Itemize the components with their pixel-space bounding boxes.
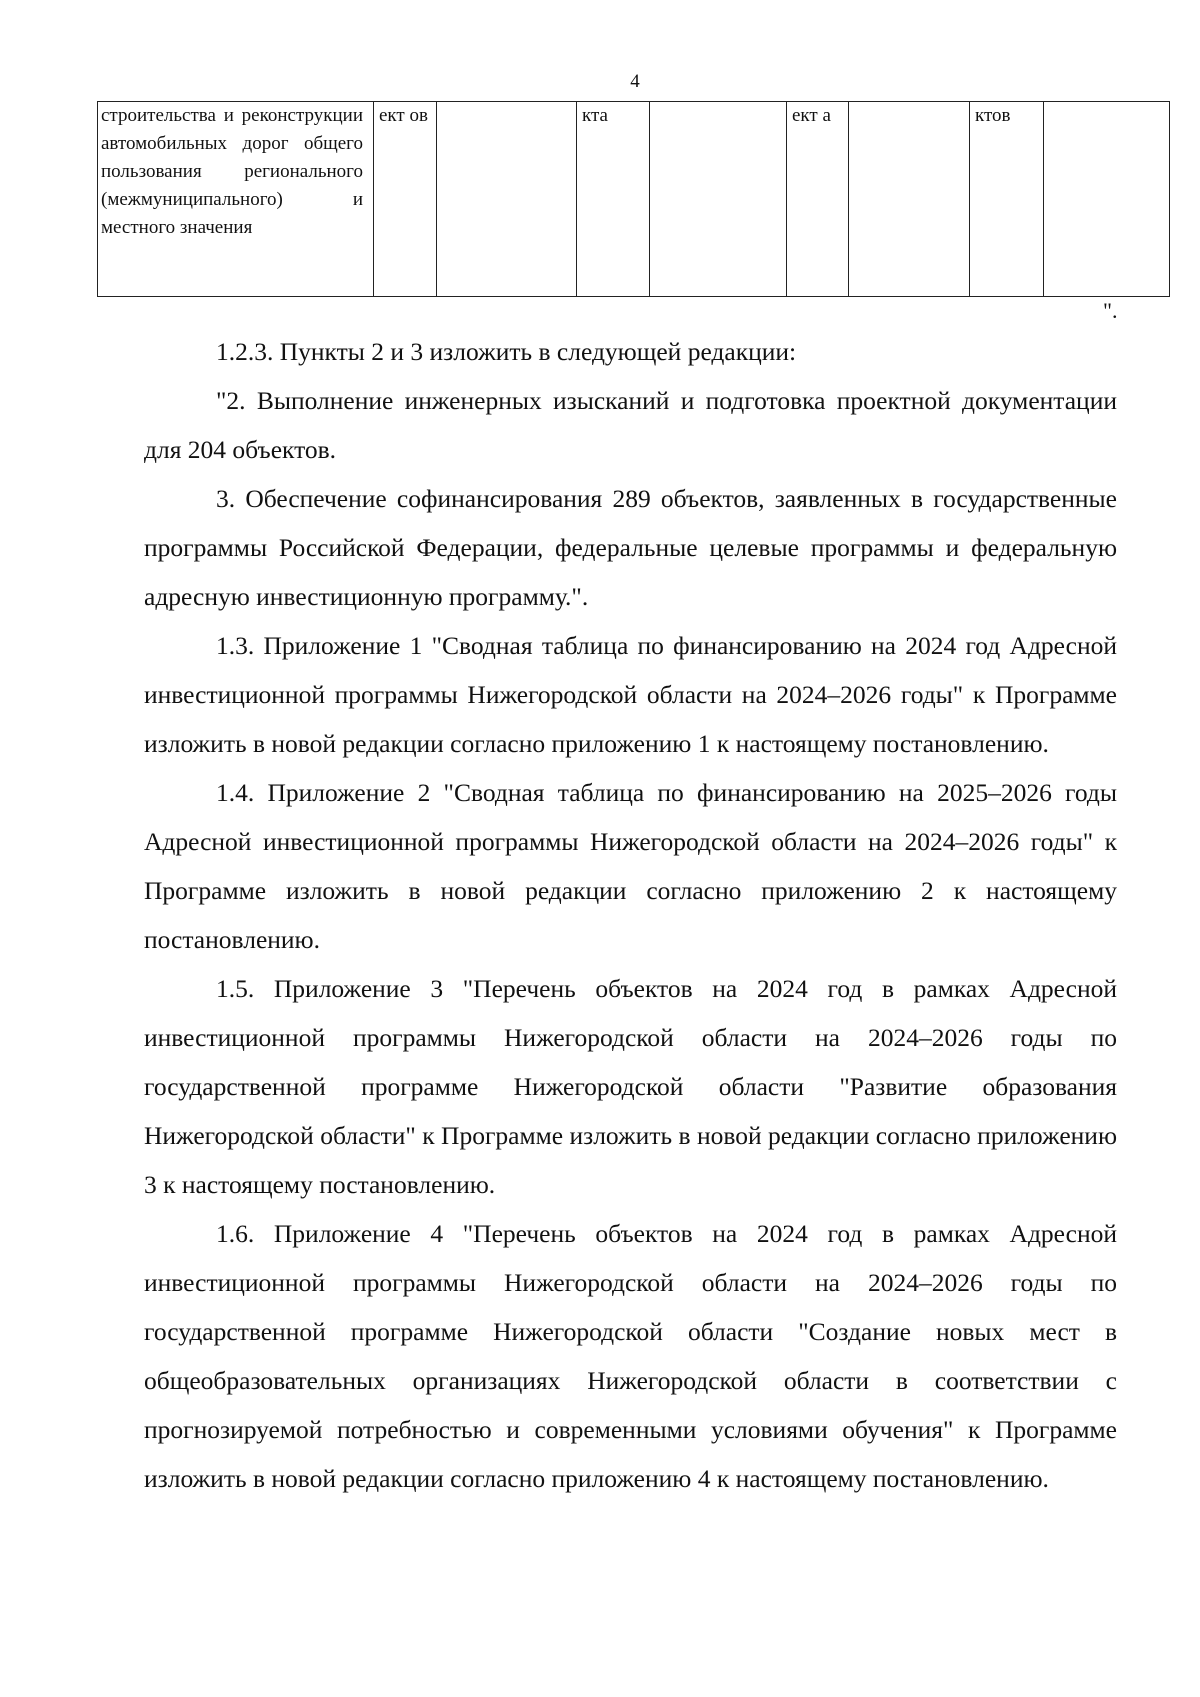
table-row — [98, 102, 1170, 297]
table-cell: кта — [577, 102, 650, 297]
table-cell: ктов — [970, 102, 1044, 297]
paragraph-1-2-3: 1.2.3. Пункты 2 и 3 изложить в следующей редакции: — [216, 337, 797, 366]
paragraph-item-3: 3. Обеспечение софинансирования 289 объектов, заявленных в государственные программы Российской Федерации, федеральные целевые программы и федеральную адресную инвестиционную программу.". — [144, 484, 1117, 611]
table-cell — [849, 102, 970, 297]
paragraph-1-4: 1.4. Приложение 2 "Сводная таблица по финансированию на 2025–2026 годы Адресной инвестиционной программы Нижегородской области на 2024–2026 годы" к Программе изложить в новой редакции согласно приложению 2 к настоящему постановлению. — [144, 778, 1117, 954]
table-cell-description: строительства и реконструкции автомобильных дорог общего пользования регионального (межмуниципального) и местного значения — [98, 102, 374, 297]
paragraph-1-3: 1.3. Приложение 1 "Сводная таблица по финансированию на 2024 год Адресной инвестиционной программы Нижегородской области на 2024–2026 годы" к Программе изложить в новой редакции согласно приложению 1 к настоящему постановлению. — [144, 631, 1117, 758]
continued-table — [97, 101, 1170, 297]
table-cell — [437, 102, 577, 297]
page-number: 4 — [630, 71, 640, 92]
table-cell: ект ов — [374, 102, 437, 297]
paragraph-1-5: 1.5. Приложение 3 "Перечень объектов на 2024 год в рамках Адресной инвестиционной программы Нижегородской области на 2024–2026 годы по государственной программе Нижегородской области "Развитие образования Нижегородской области" к Программе изложить в новой редакции согласно приложению 3 к настоящему постановлению. — [144, 974, 1117, 1199]
paragraph-1-6: 1.6. Приложение 4 "Перечень объектов на 2024 год в рамках Адресной инвестиционной программы Нижегородской области на 2024–2026 годы по государственной программе Нижегородской области "Создание новых мест в общеобразовательных организациях Нижегородской области в соответствии с прогнозируемой потребностью и современными условиями обучения" к Программе изложить в новой редакции согласно приложению 4 к настоящему постановлению. — [144, 1219, 1117, 1493]
table-cell — [650, 102, 787, 297]
closing-quote: ". — [1103, 298, 1118, 323]
document-body — [144, 327, 1117, 1503]
table-cell — [1044, 102, 1170, 297]
paragraph-item-2: "2. Выполнение инженерных изысканий и подготовка проектной документации для 204 объектов. — [144, 386, 1117, 464]
table-cell: ект а — [787, 102, 849, 297]
